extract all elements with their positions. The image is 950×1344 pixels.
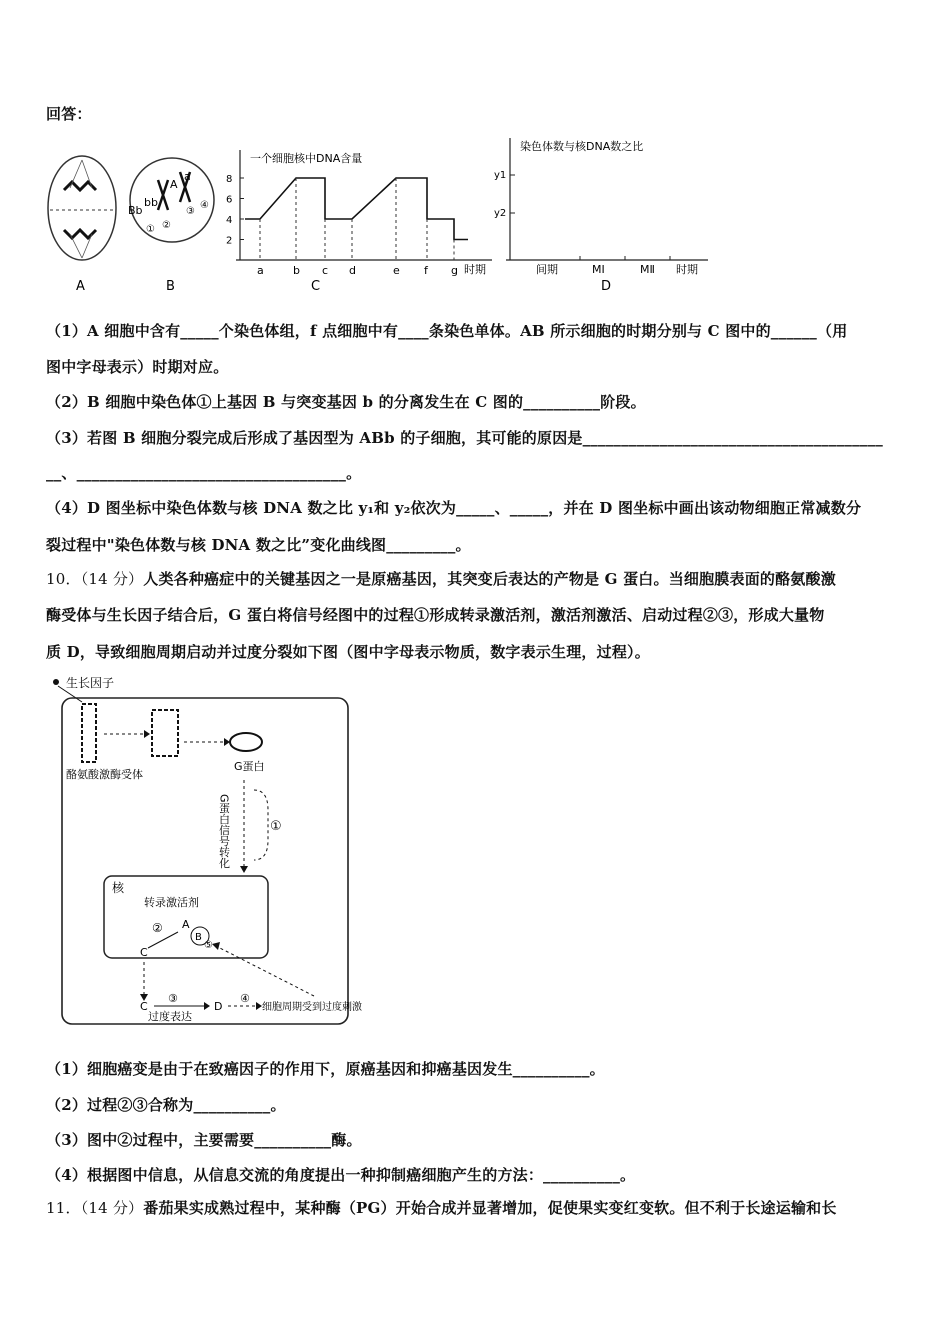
cell-a-diagram [48,156,116,260]
chart-c-dna-line [245,178,468,240]
chart-d-xtick-interphase: 间期 [536,263,558,276]
chart-d-xtick-m2: MⅡ [640,263,655,276]
q10-stem-1: 人类各种癌症中的关键基因之一是原癌基因，其突变后表达的产物是 G 蛋白。当细胞膜表面的酪氨酸激 [143,570,836,588]
diagram-step2: ② [152,921,163,935]
chart-d-xtick-m1: MⅠ [592,263,605,276]
chart-d-ytick-y1: y1 [494,170,507,181]
cell-b-diagram [128,158,214,242]
chart-c-xtick-e: e [393,264,400,277]
diagram-letter-c: C [140,946,148,959]
chart-d-title: 染色体数与核DNA数之比 [520,140,644,153]
cell-b-label-a: a [184,170,191,183]
q10-line2: 酶受体与生长因子结合后，G 蛋白将信号经图中的过程①形成转录激活剂，激活剂激活、启动过程②③，形成大量物 [46,606,825,624]
panel-label-a: A [76,279,85,294]
cell-b-label-bb: bb [144,196,158,209]
chart-c-title: 一个细胞核中DNA含量 [250,152,363,165]
cell-b-label-2: ② [162,220,171,231]
cell-membrane [62,698,348,1024]
q9-part3-line1: （3）若图 B 细胞分裂完成后形成了基因型为 ABb 的子细胞，其可能的原因是_______________________________________ [46,429,883,447]
signal-pathway-diagram [44,670,374,1035]
q11-score: （14 分） [80,1199,144,1217]
chart-c-xtick-g: g [451,264,458,277]
chart-d-ytick-y2: y2 [494,208,507,219]
nucleus-box [104,876,268,958]
chart-d [494,138,708,276]
diagram-letter-d: D [214,1000,223,1013]
chart-c-xtick-c: c [322,264,329,277]
cell-b-label-A: A [170,178,178,191]
diagram-step5: ⑤ [204,940,213,951]
chart-d-x-label: 时期 [676,263,698,276]
diagram-step3: ③ [168,992,178,1005]
chart-c-x-label: 时期 [464,263,486,276]
diagram-step1: ① [270,819,282,834]
diagram-nucleus: 核 [112,881,125,895]
chart-c-ytick-4: 4 [226,215,233,226]
q10-part1: （1）细胞癌变是由于在致癌因子的作用下，原癌基因和抑癌基因发生__________。 [46,1060,605,1078]
diagram-letter-c2: C [140,1000,148,1013]
receptor-shape [82,704,230,762]
q9-part1-line2: 图中字母表示）时期对应。 [46,358,229,376]
cell-b-label-Bb: Bb [128,204,143,217]
q9-part1-line1: （1）A 细胞中含有_____个染色体组，f 点细胞中有____条染色单体。AB 所示细胞的时期分别与 C 图中的______（用 [46,322,848,340]
diagram-letter-a: A [182,918,190,931]
q10-line1 [46,568,836,589]
chart-c-ytick-6: 6 [226,194,233,206]
cell-b-label-3: ③ [186,206,195,217]
chart-c [226,150,492,277]
diagram-g-protein: G蛋白 [234,760,265,773]
q10-line3: 质 D，导致细胞周期启动并过度分裂如下图（图中字母表示物质，数字表示生理，过程）。 [46,643,650,661]
q10-score: （14 分） [80,570,144,588]
panel-label-b: B [166,279,175,294]
panel-label-c: C [311,279,321,294]
diagram-activator: 转录激活剂 [144,896,199,909]
cell-b-label-4: ④ [200,200,209,211]
intro-text: 回答： [46,105,92,123]
q9-part2: （2）B 细胞中染色体①上基因 B 与突变基因 b 的分离发生在 C 图的__________阶段。 [46,393,646,411]
diagram-cycle-text: 细胞周期受到过度刺激 [262,1002,362,1013]
diagram-growth-factor: 生长因子 [66,676,115,690]
q10-part2: （2）过程②③合称为__________。 [46,1096,286,1114]
q11-line1 [46,1197,837,1218]
chart-c-xtick-b: b [293,264,300,277]
chart-c-xtick-f: f [424,264,428,277]
q10-part3: （3）图中②过程中，主要需要__________酶。 [46,1131,362,1149]
panel-label-d: D [601,279,612,294]
diagram-receptor: 酪氨酸激酶受体 [66,768,143,781]
q11-number: 11． [46,1199,81,1217]
q9-part4-line1: （4）D 图坐标中染色体数与核 DNA 数之比 y₁和 y₂依次为_____、_____，并在 D 图坐标中画出该动物细胞正常减数分 [46,499,862,517]
q10-number: 10． [46,570,81,588]
q9-part3-line2: __、___________________________________。 [46,464,362,482]
chart-c-xtick-a: a [257,264,264,277]
figure-cell-division [40,130,730,300]
q10-part4: （4）根据图中信息，从信息交流的角度提出一种抑制癌细胞产生的方法：__________。 [46,1166,636,1184]
chart-c-xtick-d: d [349,264,356,277]
chart-c-ytick-2: 2 [226,235,233,247]
q11-stem-1: 番茄果实成熟过程中，某种酶（PG）开始合成并显著增加，促使果实变红变软。但不利于长途运输和长 [143,1199,837,1217]
chart-c-ytick-8: 8 [226,174,233,185]
diagram-letter-b: B [195,932,202,943]
diagram-overexpress: 过度表达 [148,1010,192,1023]
diagram-g-chain: G蛋白信号转化 [217,794,231,869]
q9-part4-line2: 裂过程中"染色体数与核 DNA 数之比”变化曲线图_________。 [46,536,471,554]
cell-b-label-1: ① [146,224,155,235]
diagram-step4: ④ [240,992,250,1005]
